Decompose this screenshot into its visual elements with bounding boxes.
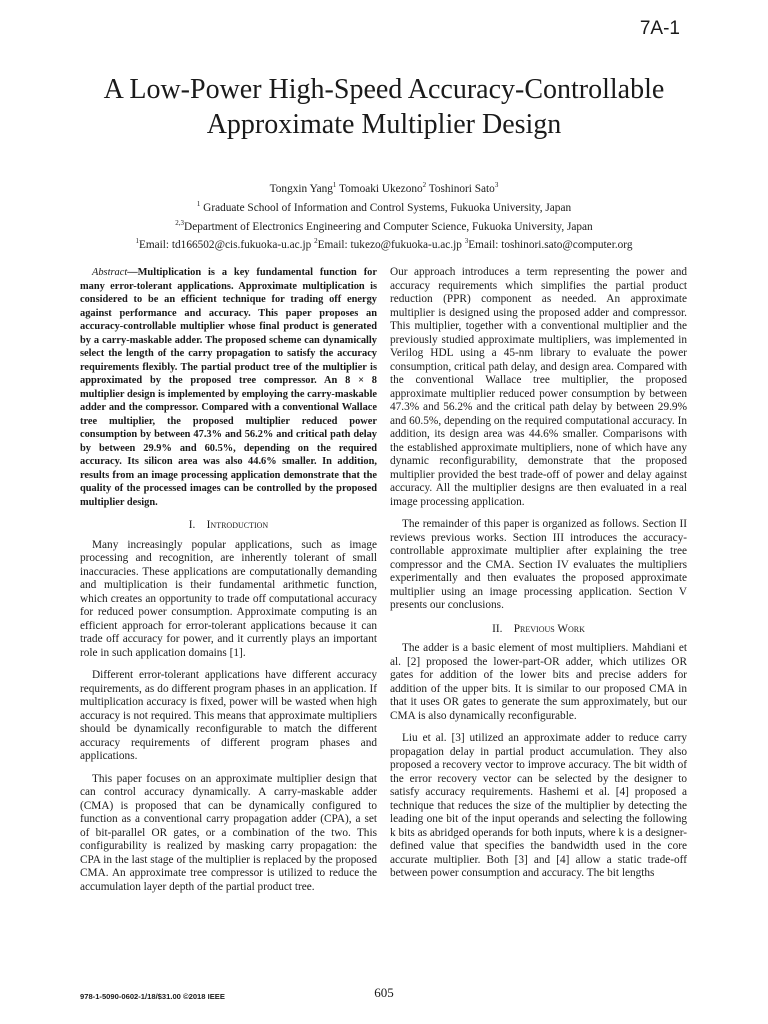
abstract-text: —Multiplication is a key fundamental function for many error-tolerant applications. Approximate multiplication is considered to be an efficient technique for trading off energy against performance and accuracy. This paper proposes an accuracy-controllable multiplier whose final product is generated by a carry-maskable adder. The proposed scheme can dynamically select the length of the carry propagation to satisfy the accuracy requirements flexibly. The partial product tree of the multiplier is approximated by the proposed tree compressor. An 8 × 8 multiplier design is implemented by employing the carry-maskable adder and the compressor. Compared with a conventional Wallace tree multiplier, the proposed multiplier reduced power consumption by between 47.3% and 56.2% and critical path delay by between 29.9% and 60.5%, depending on the required accuracy. Its silicon area was also 44.6% smaller. In addition, results from an image processing application demonstrate that the quality of the processed images can be controlled by the proposed multiplier design. [80,267,377,508]
title-line-1: A Low-Power High-Speed Accuracy-Controllable [103,74,665,105]
paragraph: The adder is a basic element of most multipliers. Mahdiani et al. [2] proposed the lower-part-OR adder, which utilizes OR gates for addition of the lower bits and precise adders for addition of the upper bits. It is similar to our proposed CMA in that it uses OR gates to generate the sum approximately, but our CMA is also dynamically reconfigurable. [390,642,687,722]
paragraph: Many increasingly popular applications, such as image processing and recognition, are inherently tolerant of small inaccuracies. These applications are computationally demanding and multiplication is their fundamental arithmetic function, which creates an opportunity to trade off computational accuracy for reduced power consumption. Approximate computing is an efficient approach for error-tolerant applications because it can trade off accuracy for power, and it currently plays an important role in such application domains [1]. [80,538,377,659]
title-line-2: Approximate Multiplier Design [206,109,562,140]
paragraph: This paper focuses on an approximate multiplier design that can control accuracy dynamically. A carry-maskable adder (CMA) is proposed that can be dynamically configured to function as a conventional carry propagation adder (CPA), a set of bit-parallel OR gates, or a combination of the two. This configurability is realized by masking carry propagation: the CPA in the last stage of the multiplier is replaced by the proposed CMA. An approximate tree compressor is utilized to reduce the accumulation layer depth of the partial product tree. [80,772,377,893]
section-heading-previous-work: II. Previous Work [492,622,585,635]
paragraph: Liu et al. [3] utilized an approximate adder to reduce carry propagation delay in partial product accumulation. They also proposed a recovery vector to improve accuracy. The bit width of the error recovery vector can be selected by the designer to satisfy accuracy requirements. Hashemi et al. [4] proposed a technique that reduces the size of the multiplier by detecting the leading one bit of the input operands and selecting the following k bits as abridged operands for both inputs, where k is a designer-defined value that specifies the bandwidth used in the core accurate multiplier. Both [3] and [4] allow a static trade-off between power consumption and accuracy. The bit lengths [390,732,687,879]
paragraph: The remainder of this paper is organized as follows. Section II reviews previous works. Section III introduces the accuracy-controllable approximate multiplier after explaining the tree compressor and the CMA. Section IV evaluates the multipliers experimentally and then evaluates the proposed approximate multiplier using an image processing application. Section V presents our conclusions. [390,518,687,611]
section-heading-introduction: I. Introduction [188,519,269,531]
paper-title [0,72,768,142]
affiliation-2: $^{2,3}$Department of Electronics Engineering and Computer Science, Fukuoka University, Japan [175,218,593,233]
copyright-footer: 978-1-5090-0602-1/18/$31.00 ©2018 IEEE [80,992,225,1001]
right-column [390,266,687,890]
abstract-lead: Abstract [92,267,128,278]
left-column [80,266,377,903]
affiliation-1: $^1$ Graduate School of Information and Control Systems, Fukuoka University, Japan [196,199,572,214]
session-tag: 7A-1 [639,18,680,39]
paragraph: Our approach introduces a term representing the power and accuracy requirements which simplifies the partial product reduction (PPR) component as needed. An approximate multiplier is designed using the proposed adder and compressor. This multiplier, together with a conventional multiplier and the previously studied approximate multipliers, was implemented in Verilog HDL using a 45-nm library to evaluate the power consumption, critical path delay, and design area. Compared with the conventional Wallace tree multiplier, the proposed approximate multiplier reduced power consumption by between 47.3% and 56.2% and the critical path delay by between 29.9% and 60.5%, depending on the required computational accuracy. In addition, its design area was 44.6% smaller. Comparisons with the established approximate multipliers, none of which have any dynamic reconfigurability, demonstrate that the proposed multiplier provided the best trade-off of power and delay against accuracy. All the multiplier designs are then evaluated in a real image processing application. [390,266,687,508]
abstract [80,266,377,509]
author-emails: $^1$Email: td166502@cis.fukuoka-u.ac.jp $^2$Email: tukezo@fukuoka-u.ac.jp $^3$Email: toshinori.sato@computer.org [135,237,633,252]
author-names: Tongxin Yang$^1$ Tomoaki Ukezono$^2$ Toshinori Sato$^3$ [269,181,499,195]
paragraph: Different error-tolerant applications have different accuracy requirements, as do different program phases in an application. If multiplication accuracy is fixed, power will be wasted when high accuracy is not required. This means that approximate multipliers should be dynamically reconfigurable to match the different accuracy requirements of different program phases and applications. [80,669,377,762]
page-number: 605 [374,985,394,1000]
author-block [0,178,768,253]
